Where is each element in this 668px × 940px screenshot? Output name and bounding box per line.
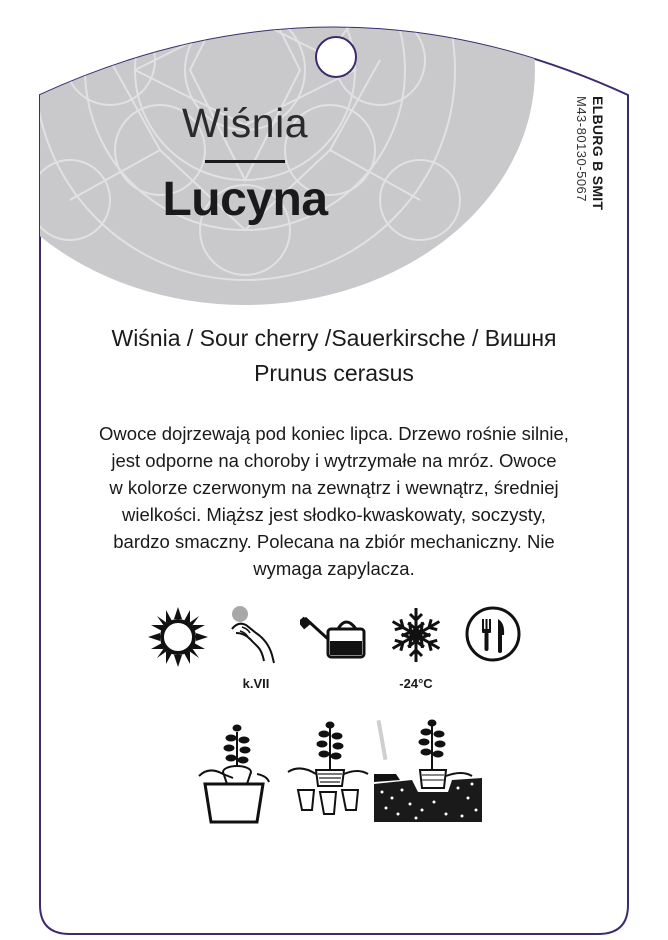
description-line: bardzo smaczny. Polecana na zbiór mechaniczny. Nie (113, 531, 555, 552)
title-divider (205, 160, 285, 163)
brand-text: ELBURG B SMIT (590, 96, 606, 211)
sun-icon (148, 607, 208, 667)
harvest-hand-icon (228, 603, 280, 665)
title-species: Wiśnia (181, 100, 309, 146)
frost-label: -24°C (399, 676, 433, 691)
watering-can-icon (300, 613, 368, 659)
pot-removal-icon (197, 722, 271, 826)
product-code: M43-80130-5067 (574, 96, 589, 203)
hang-hole (316, 37, 356, 77)
description-line: jest odporne na choroby i wytrzymałe na mróz. Owoce (111, 450, 557, 471)
latin-name: Prunus cerasus (254, 360, 414, 386)
description-line: wymaga zapylacza. (253, 558, 415, 579)
planting-in-soil-icon (372, 718, 484, 824)
common-names: Wiśnia / Sour cherry /Sauerkirsche / Вишня (111, 325, 557, 351)
description-line: Owoce dojrzewają pod koniec lipca. Drzewo rośnie silnie, (99, 423, 569, 444)
description-line: w kolorze czerwonym na zewnątrz i wewnątrz, średniej (109, 477, 559, 498)
harvest-label: k.VII (242, 676, 270, 691)
container-plant-icon (286, 720, 370, 816)
title-variety: Lucyna (162, 173, 328, 226)
frost-snowflake-icon (388, 605, 444, 665)
description-line: wielkości. Miąższ jest słodko-kwaskowaty, soczysty, (122, 504, 546, 525)
description (62, 420, 606, 582)
edible-cutlery-icon (464, 605, 522, 663)
